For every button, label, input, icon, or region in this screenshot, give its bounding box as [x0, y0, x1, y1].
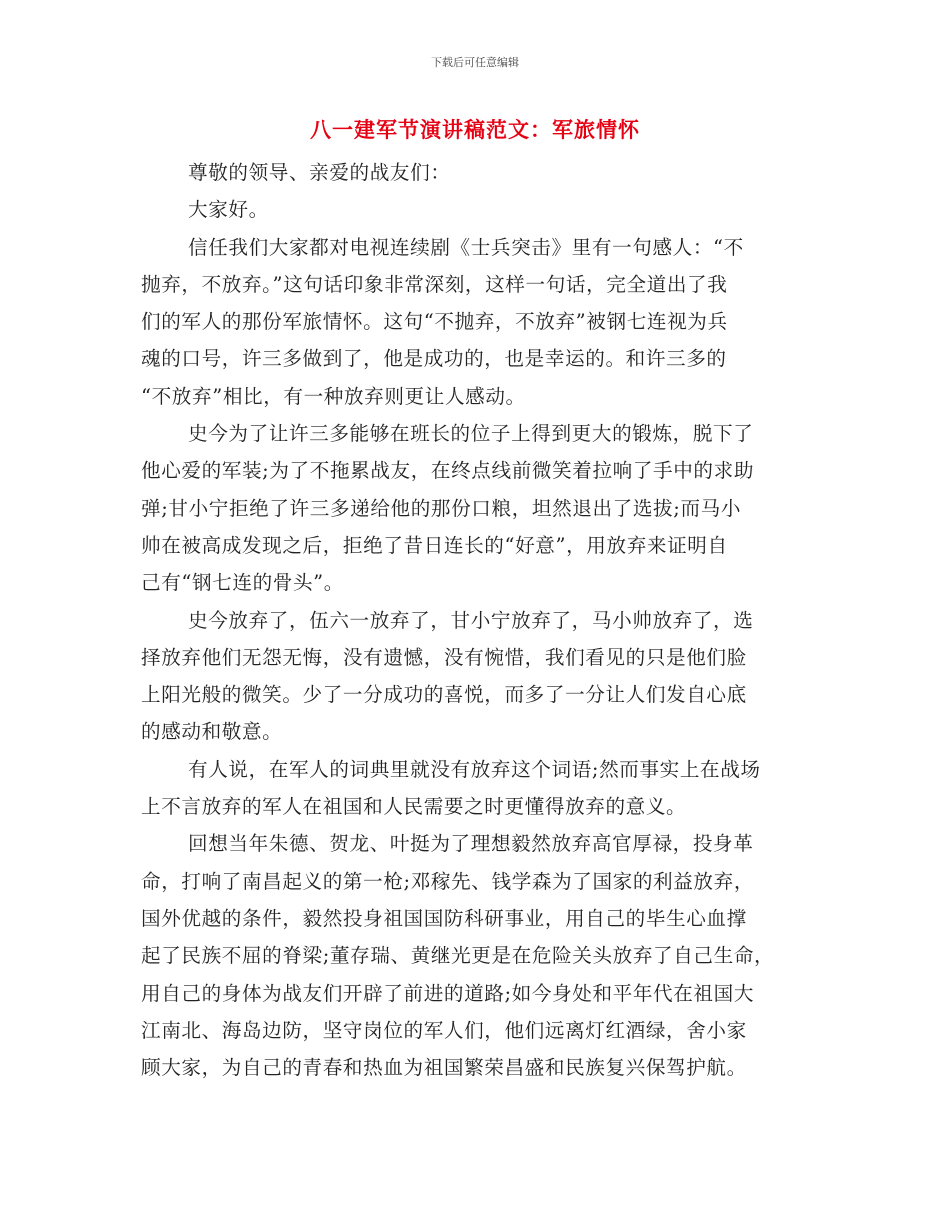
- paragraph-line: 择放弃他们无怨无悔，没有遗憾，没有惋惜，我们看见的只是他们脸: [141, 645, 747, 669]
- paragraph-line: 上不言放弃的军人在祖国和人民需要之时更懂得放弃的意义。: [141, 795, 687, 819]
- paragraph-line: 尊敬的领导、亲爱的战友们：: [188, 161, 451, 184]
- paragraph-line: 己有“钢七连的骨头”。: [141, 571, 344, 595]
- paragraph-line: 他心爱的军装;为了不拖累战友，在终点线前微笑着拉响了手中的求助: [141, 459, 755, 483]
- document-body: [141, 154, 817, 1086]
- paragraph-line: 有人说，在军人的词典里就没有放弃这个词语;然而事实上在战场: [188, 757, 761, 781]
- paragraph-line: 弹;甘小宁拒绝了许三多递给他的那份口粮，坦然退出了选拔;而马小: [141, 496, 742, 520]
- paragraph-line: 史今放弃了，伍六一放弃了，甘小宁放弃了，马小帅放弃了，选: [188, 608, 754, 632]
- paragraph-line: 江南北、海岛边防，坚守岗位的军人们，他们远离灯红酒绿，舍小家: [141, 1018, 747, 1042]
- paragraph-line: 的感动和敬意。: [141, 720, 283, 744]
- paragraph-line: 们的军人的那份军旅情怀。这句“不抛弃，不放弃”被钢七连视为兵: [141, 310, 728, 334]
- header-note: 下载后可任意编辑: [431, 56, 519, 69]
- paragraph-line: 起了民族不屈的脊梁;董存瑞、黄继光更是在危险关头放弃了自己生命，: [141, 944, 775, 968]
- paragraph-line: 回想当年朱德、贺龙、叶挺为了理想毅然放弃高官厚禄，投身革: [188, 832, 754, 856]
- paragraph-line: 魂的口号，许三多做到了，他是成功的，也是幸运的。和许三多的: [141, 347, 727, 371]
- paragraph-line: 抛弃，不放弃。”这句话印象非常深刻，这样一句话，完全道出了我: [141, 272, 728, 296]
- paragraph-line: 大家好。: [188, 198, 269, 222]
- paragraph-line: 上阳光般的微笑。少了一分成功的喜悦，而多了一分让人们发自心底: [141, 683, 747, 707]
- paragraph-line: 史今为了让许三多能够在班长的位子上得到更大的锻炼，脱下了: [188, 422, 754, 446]
- paragraph-line: 信任我们大家都对电视连续剧《士兵突击》里有一句感人：“不: [188, 235, 744, 259]
- paragraph-line: 用自己的身体为战友们开辟了前进的道路;如今身处和平年代在祖国大: [141, 981, 755, 1005]
- paragraph-line: 顾大家，为自己的青春和热血为祖国繁荣昌盛和民族复兴保驾护航。: [141, 1056, 747, 1080]
- paragraph-line: “不放弃”相比，有一种放弃则更让人感动。: [141, 384, 526, 408]
- paragraph-line: 国外优越的条件，毅然投身祖国国防科研事业，用自己的毕生心血撑: [141, 906, 747, 930]
- document-title: 八一建军节演讲稿范文：军旅情怀: [310, 118, 640, 142]
- paragraph-line: 帅在被高成发现之后，拒绝了昔日连长的“好意”，用放弃来证明自: [141, 533, 728, 557]
- paragraph-line: 命，打响了南昌起义的第一枪;邓稼先、钱学森为了国家的利益放弃，: [141, 869, 755, 893]
